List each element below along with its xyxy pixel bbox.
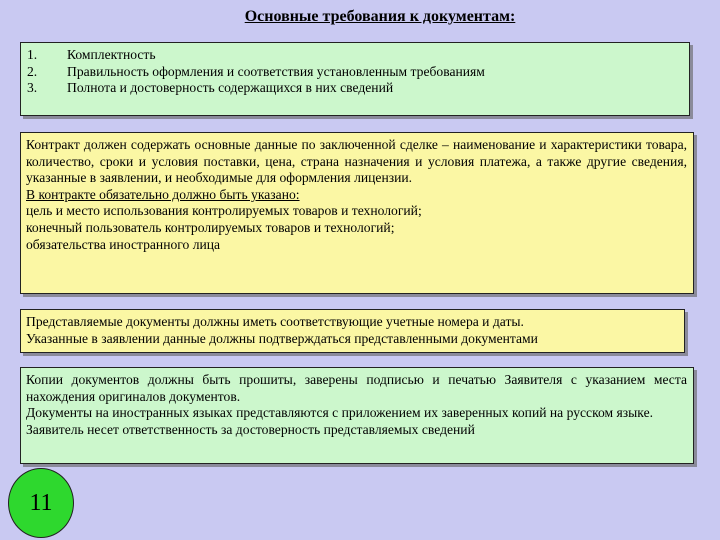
requirements-box [20,42,690,116]
contract-box [20,132,694,294]
list-number: 1. [27,47,38,62]
list-item [27,80,689,97]
copies-line: Заявитель несет ответственность за достоверность представляемых сведений [26,421,475,437]
copies-line: Документы на иностранных языках представляются с приложением их заверенных копий на русском языке. [26,405,653,421]
list-item [27,64,689,81]
list-item [27,47,689,64]
list-text: Правильность оформления и соответствия установленным требованиям [67,63,485,79]
list-text: Полнота и достоверность содержащихся в них сведений [67,80,394,96]
contract-item: конечный пользователь контролируемых товаров и технологий; [26,219,395,235]
page-number-badge: 11 [8,468,74,538]
list-number: 3. [27,80,38,96]
list-number: 2. [27,63,38,79]
copies-line: Копии документов должны быть прошиты, заверены подписью и печатью Заявителя с указанием места нахождения оригиналов документов. [26,372,687,404]
contract-intro: Контракт должен содержать основные данные по заключенной сделке – наименование и характеристики товара, количество, сроки и условия поставки, цена, страна назначения и условия платежа, а также другие сведения, указанные в заявлении, и необходимые для оформления лицензии. [26,137,687,186]
submitted-docs-box [20,309,685,353]
list-text: Комплектность [67,47,156,62]
copies-box [20,367,694,464]
submitted-line: Указанные в заявлении данные должны подтверждаться представленными документами [26,330,538,346]
submitted-line: Представляемые документы должны иметь соответствующие учетные номера и даты. [26,314,524,329]
contract-item: обязательства иностранного лица [26,236,221,252]
contract-item: цель и место использования контролируемых товаров и технологий; [26,203,422,219]
page-title: Основные требования к документам: [244,8,516,25]
contract-must-heading: В контракте обязательно должно быть указано: [26,186,300,202]
